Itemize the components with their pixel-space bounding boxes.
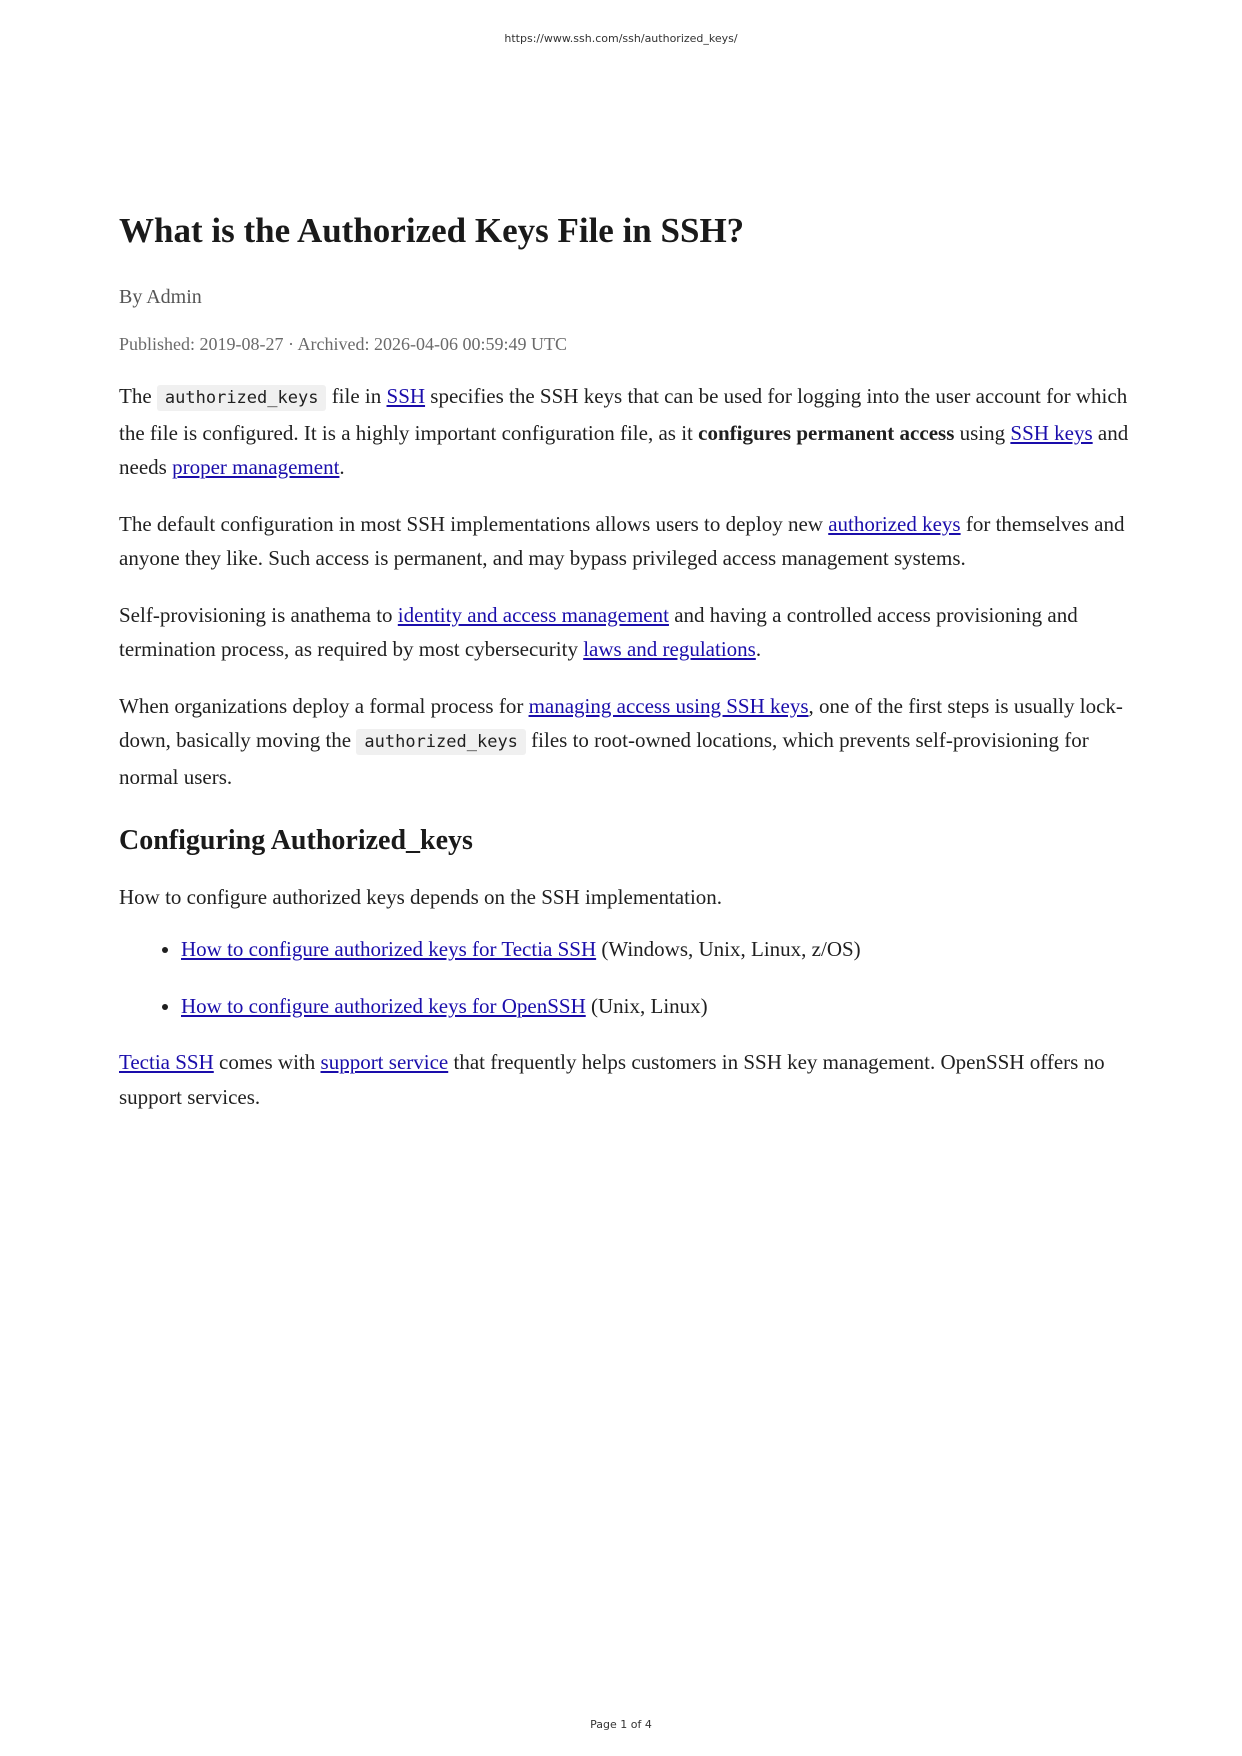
paragraph-self-provisioning — [119, 598, 1129, 667]
text: . — [339, 455, 345, 479]
link-tectia-ssh[interactable]: Tectia SSH — [119, 1050, 214, 1075]
link-managing-access[interactable]: managing access using SSH keys — [528, 693, 809, 718]
text: files to root-owned locations, which prevents self-provisioning for normal users. — [119, 728, 1089, 789]
paragraph-default-config — [119, 507, 1129, 576]
link-identity-access-management[interactable]: identity and access management — [397, 602, 669, 627]
inline-code: authorized_keys — [157, 385, 327, 411]
link-authorized-keys[interactable]: authorized keys — [828, 511, 961, 536]
list-item — [181, 989, 1129, 1024]
text: When organizations deploy a formal process for — [119, 693, 529, 718]
text: , one of the first steps is usually lock-down, basically moving the — [119, 693, 1123, 752]
link-support-service[interactable]: support service — [320, 1050, 449, 1075]
page-number: Page 1 of 4 — [590, 1718, 652, 1731]
text: Self-provisioning is anathema to — [119, 602, 398, 627]
text: The default configuration in most SSH implementations allows users to deploy new — [119, 511, 829, 536]
article — [119, 210, 1129, 1114]
list-item-suffix: (Windows, Unix, Linux, z/OS) — [596, 937, 861, 962]
text: file in — [326, 384, 387, 408]
text: using — [954, 420, 1011, 445]
text: The — [119, 384, 157, 408]
article-meta: Published: 2019-08-27 · Archived: 2026-04-06 00:59:49 UTC — [119, 334, 567, 354]
text: comes with — [213, 1050, 321, 1075]
text: that frequently helps customers in SSH key management. OpenSSH offers no support services. — [119, 1050, 1105, 1109]
paragraph-formal-process — [119, 689, 1129, 795]
text: for themselves and anyone they like. Such access is permanent, and may bypass privileged access management systems. — [119, 511, 1125, 570]
article-byline: By Admin — [119, 286, 202, 308]
link-openssh-config[interactable]: How to configure authorized keys for OpenSSH — [181, 993, 586, 1018]
text: . — [755, 637, 762, 661]
section-heading: Configuring Authorized_keys — [119, 825, 473, 856]
bold-text: configures permanent access — [698, 420, 955, 445]
link-laws-regulations[interactable]: laws and regulations — [583, 637, 756, 661]
inline-code: authorized_keys — [356, 729, 526, 755]
link-proper-management[interactable]: proper management — [172, 455, 340, 479]
article-title: What is the Authorized Keys File in SSH? — [119, 211, 745, 250]
page-url-header: https://www.ssh.com/ssh/authorized_keys/ — [504, 32, 738, 45]
paragraph-intro — [119, 379, 1129, 485]
text: and having a controlled access provisioning and termination process, as required by most cybersecurity — [119, 602, 1078, 661]
configure-links-list — [119, 932, 1129, 1023]
link-tectia-config[interactable]: How to configure authorized keys for Tectia SSH — [181, 937, 597, 962]
text: specifies the SSH keys that can be used for logging into the user account for which the file is configured. It is a highly important configuration file, as it — [119, 384, 1128, 445]
paragraph-support — [119, 1045, 1129, 1114]
link-ssh[interactable]: SSH — [386, 384, 426, 408]
link-ssh-keys[interactable]: SSH keys — [1010, 420, 1093, 445]
text: and needs — [119, 420, 1129, 479]
list-item-suffix: (Unix, Linux) — [585, 993, 708, 1018]
paragraph-configure-intro: How to configure authorized keys depends on the SSH implementation. — [119, 884, 723, 909]
list-item — [181, 932, 1129, 967]
